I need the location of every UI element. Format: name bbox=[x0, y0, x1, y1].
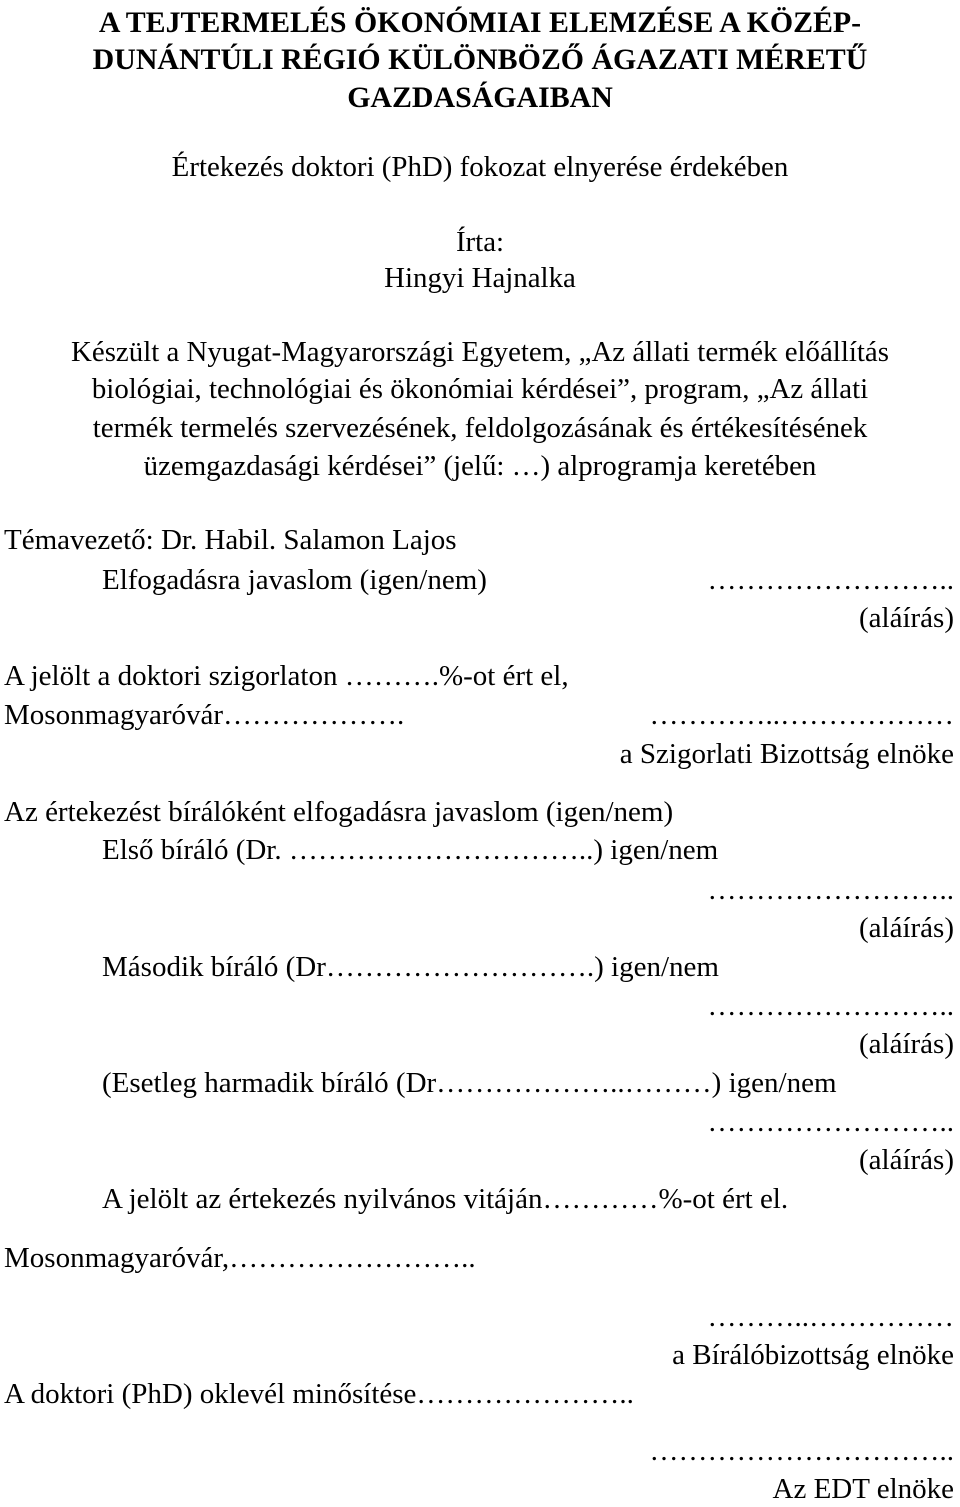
defense-result: A jelölt az értekezés nyilvános vitáján…………%-ot ért el. bbox=[102, 1183, 789, 1215]
chair-signature-dots-3: ………………………….. bbox=[649, 1435, 954, 1467]
diploma-rating: A doktori (PhD) oklevél minősítése………………….. bbox=[4, 1378, 634, 1410]
author-label: Írta: bbox=[455, 226, 505, 258]
edt-chair: Az EDT elnöke bbox=[772, 1473, 954, 1505]
title-line-1: A TEJTERMELÉS ÖKONÓMIAI ELEMZÉSE A KÖZÉP- bbox=[98, 6, 862, 39]
signature-label-2: (aláírás) bbox=[859, 912, 954, 944]
reviewer-1: Első bíráló (Dr. …………………………..) igen/nem bbox=[102, 834, 719, 866]
exam-result: A jelölt a doktori szigorlaton ……….%-ot ért el, bbox=[4, 660, 569, 692]
subtitle: Értekezés doktori (PhD) fokozat elnyerése érdekében bbox=[171, 151, 789, 183]
program-line-3: termék termelés szervezésének, feldolgozásának és értékesítésének bbox=[92, 412, 868, 444]
place-date-1: Mosonmagyaróvár………………. bbox=[4, 699, 405, 731]
chair-signature-dots-1: …………..……………… bbox=[649, 699, 954, 731]
signature-dots-1: …………………….. bbox=[707, 564, 954, 596]
program-line-1: Készült a Nyugat-Magyarországi Egyetem, „Az állati termék előállítás bbox=[71, 336, 889, 368]
supervisor: Témavezető: Dr. Habil. Salamon Lajos bbox=[4, 524, 457, 556]
chair-signature-dots-2: ………..…………… bbox=[707, 1301, 954, 1333]
signature-label-3: (aláírás) bbox=[859, 1028, 954, 1060]
signature-dots-4: …………………….. bbox=[707, 1106, 954, 1138]
exam-committee-chair: a Szigorlati Bizottság elnöke bbox=[619, 738, 954, 770]
signature-dots-3: …………………….. bbox=[707, 990, 954, 1022]
program-line-4: üzemgazdasági kérdései” (jelű: …) alprogramja keretében bbox=[143, 450, 817, 482]
reviewer-2: Második bíráló (Dr……………………….) igen/nem bbox=[102, 951, 719, 983]
review-committee-chair: a Bírálóbizottság elnöke bbox=[672, 1339, 954, 1371]
author-name: Hingyi Hajnalka bbox=[384, 262, 576, 294]
signature-dots-2: …………………….. bbox=[707, 874, 954, 906]
reviewer-3: (Esetleg harmadik bíráló (Dr………………..………) igen/nem bbox=[102, 1067, 837, 1099]
place-date-2: Mosonmagyaróvár,…………………….. bbox=[4, 1242, 476, 1274]
signature-label-1: (aláírás) bbox=[859, 602, 954, 634]
accept-recommendation: Elfogadásra javaslom (igen/nem) bbox=[102, 564, 487, 596]
title-line-2: DUNÁNTÚLI RÉGIÓ KÜLÖNBÖZŐ ÁGAZATI MÉRETŰ bbox=[92, 43, 868, 76]
signature-label-4: (aláírás) bbox=[859, 1144, 954, 1176]
program-line-2: biológiai, technológiai és ökonómiai kérdései”, program, „Az állati bbox=[91, 373, 869, 405]
reviewers-intro: Az értekezést bírálóként elfogadásra javaslom (igen/nem) bbox=[4, 796, 674, 828]
title-line-3: GAZDASÁGAIBAN bbox=[347, 81, 613, 114]
